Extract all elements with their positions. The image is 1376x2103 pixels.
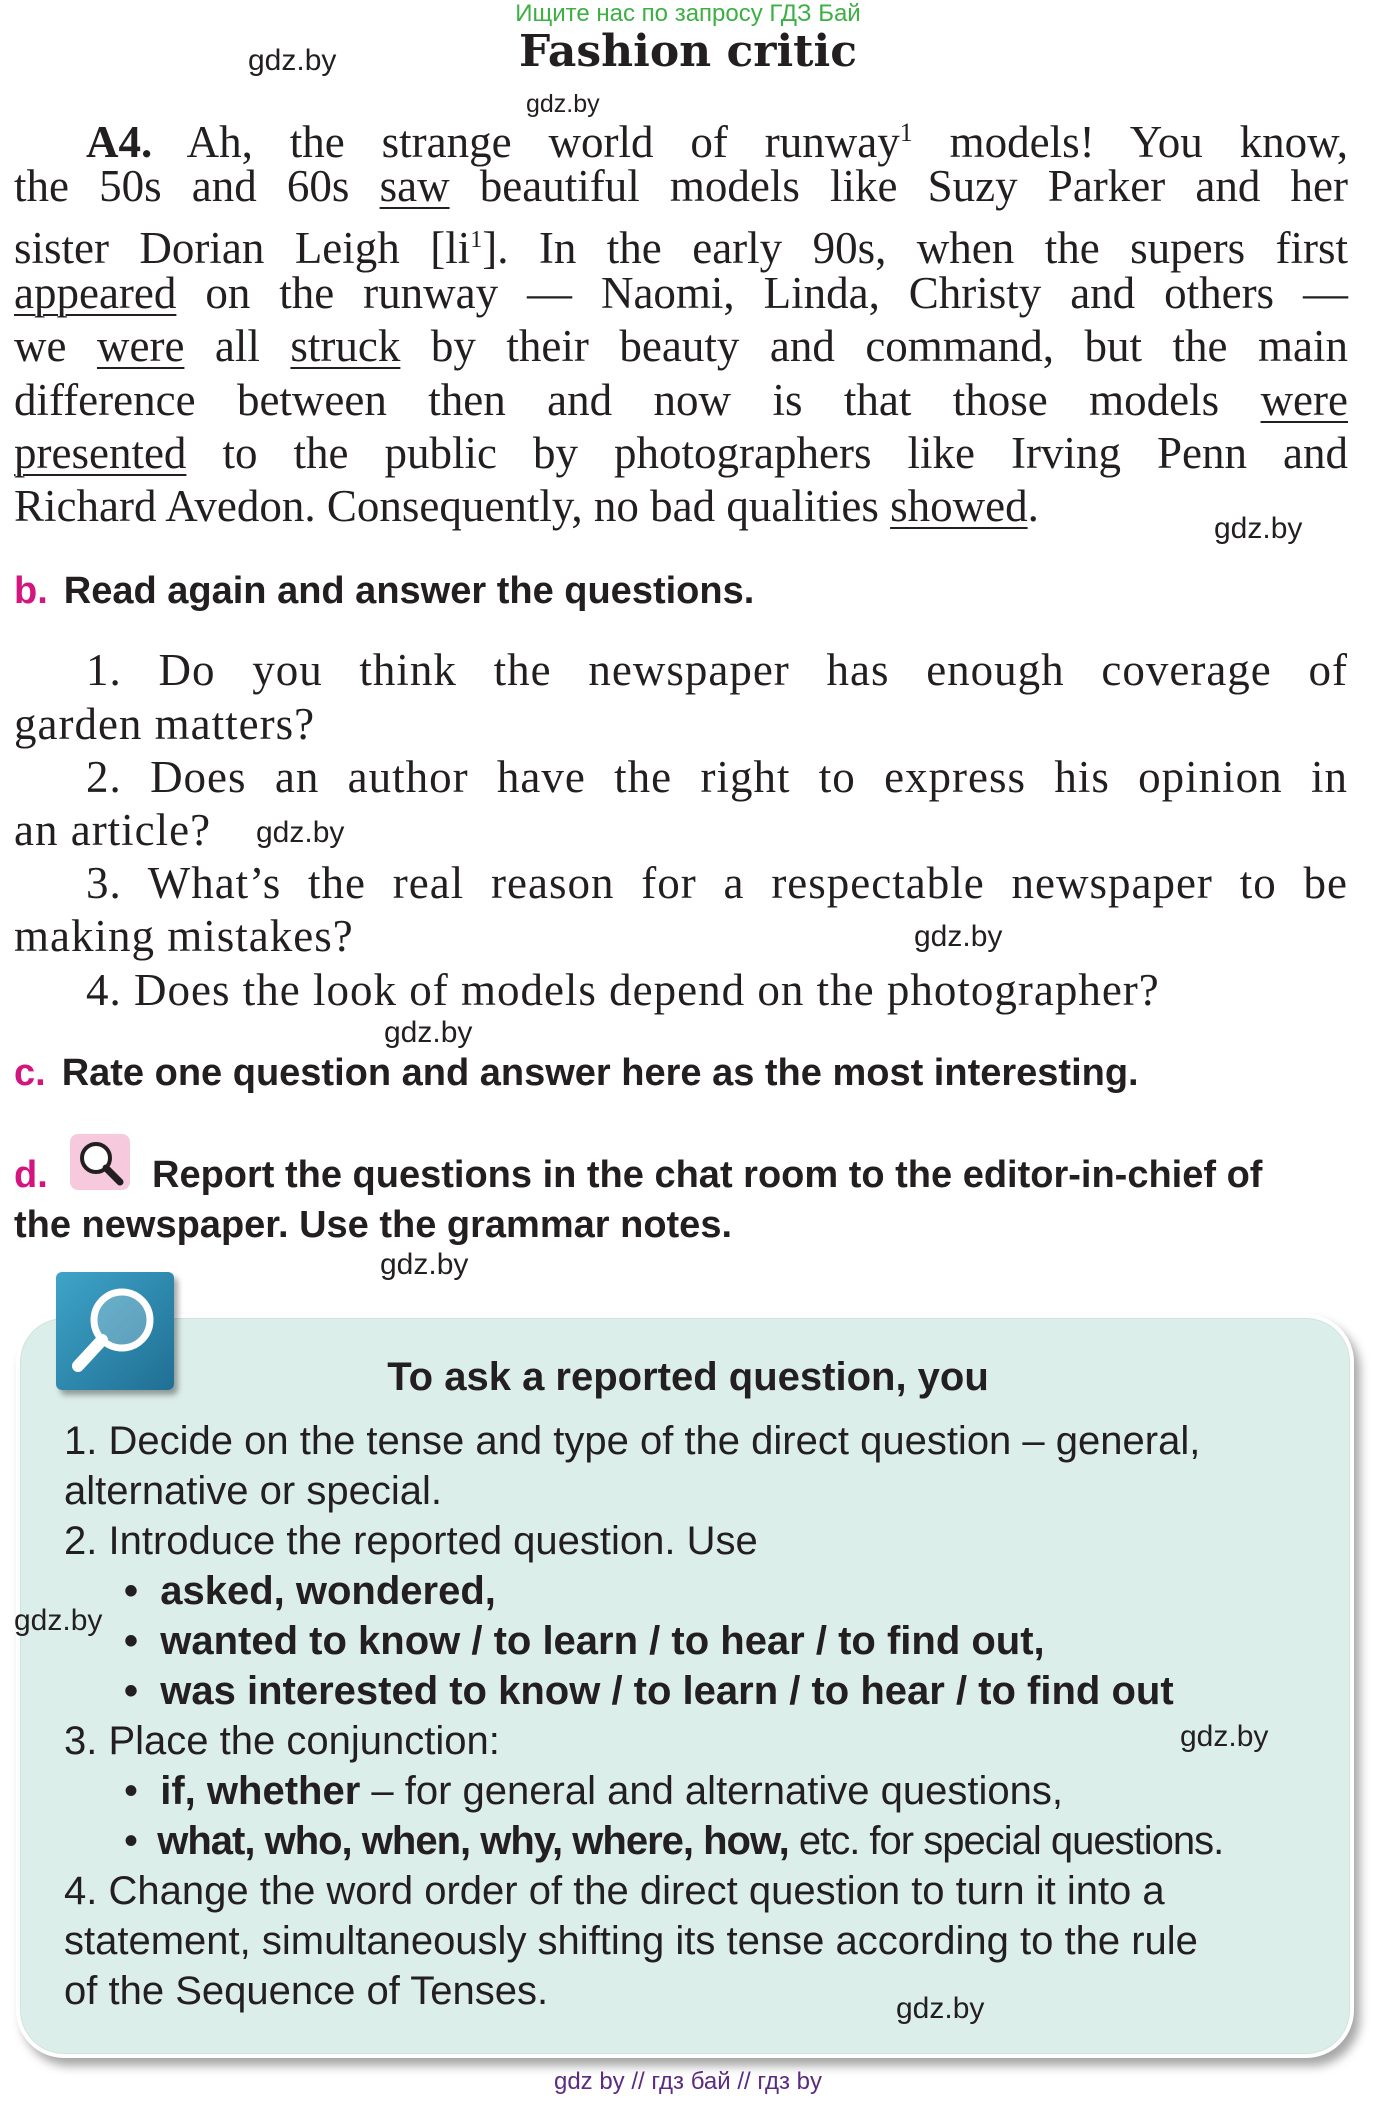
notes-bullet: • what, who, when, why, where, how, etc. for special questions.	[124, 1819, 1224, 1863]
task-d-heading	[14, 1154, 64, 1197]
question-1: 1. Do you think the newspaper has enough coverage of	[86, 645, 1348, 695]
question-4: 4. Does the look of models depend on the photographer?	[86, 965, 1160, 1015]
task-c-heading: c. Rate one question and answer here as the most interesting.	[14, 1052, 1139, 1094]
task-letter: b.	[14, 570, 48, 612]
watermark: gdz.by	[256, 816, 345, 849]
notes-bullet: • wanted to know / to learn / to hear / to find out,	[124, 1619, 1045, 1663]
task-letter: c.	[14, 1052, 46, 1094]
watermark: gdz.by	[526, 90, 600, 118]
magnifier-icon	[70, 1134, 130, 1190]
task-d-text-cont: the newspaper. Use the grammar notes.	[14, 1204, 733, 1246]
question-2: 2. Does an author have the right to express his opinion in	[86, 752, 1348, 802]
notes-step-3: 3. Place the conjunction:	[64, 1719, 500, 1763]
watermark: gdz.by	[14, 1604, 103, 1637]
question-3: 3. What’s the real reason for a respectable newspaper to be	[86, 858, 1348, 908]
footer-links[interactable]: gdz by // гдз бай // гдз by	[553, 2068, 823, 2095]
notes-step-2: 2. Introduce the reported question. Use	[64, 1519, 758, 1563]
watermark: gdz.by	[1214, 512, 1303, 545]
watermark: gdz.by	[1180, 1720, 1269, 1753]
watermark: gdz.by	[248, 44, 337, 77]
notes-step-1: 1. Decide on the tense and type of the direct question – general,	[64, 1419, 1201, 1463]
watermark: gdz.by	[914, 920, 1003, 953]
notes-bullet: • if, whether – for general and alternative questions,	[124, 1769, 1063, 1813]
task-d-text: Report the questions in the chat room to the editor-in-chief of	[152, 1154, 1263, 1196]
watermark: gdz.by	[380, 1248, 469, 1281]
task-letter: d.	[14, 1154, 48, 1196]
top-banner[interactable]: Ищите нас по запросу ГДЗ Бай	[515, 0, 861, 27]
notes-bullet: • asked, wondered,	[124, 1569, 496, 1613]
question-2-cont: an article?	[14, 805, 212, 855]
page-title: Fashion critic	[519, 26, 857, 77]
notes-heading: To ask a reported question, you	[387, 1355, 989, 1399]
notes-step-4-cont: of the Sequence of Tenses.	[64, 1969, 549, 2013]
question-3-cont: making mistakes?	[14, 911, 354, 961]
notes-step-4: 4. Change the word order of the direct question to turn it into a	[64, 1869, 1165, 1913]
watermark: gdz.by	[896, 1992, 985, 2025]
question-1-cont: garden matters?	[14, 699, 316, 749]
watermark: gdz.by	[384, 1016, 473, 1049]
task-b-heading: b. Read again and answer the questions.	[14, 570, 755, 612]
notes-bullet: • was interested to know / to learn / to hear / to find out	[124, 1669, 1174, 1713]
notes-step-4-cont: statement, simultaneously shifting its tense according to the rule	[64, 1919, 1198, 1963]
a4-label: A4.	[86, 117, 153, 167]
notes-step-1-cont: alternative or special.	[64, 1469, 442, 1513]
